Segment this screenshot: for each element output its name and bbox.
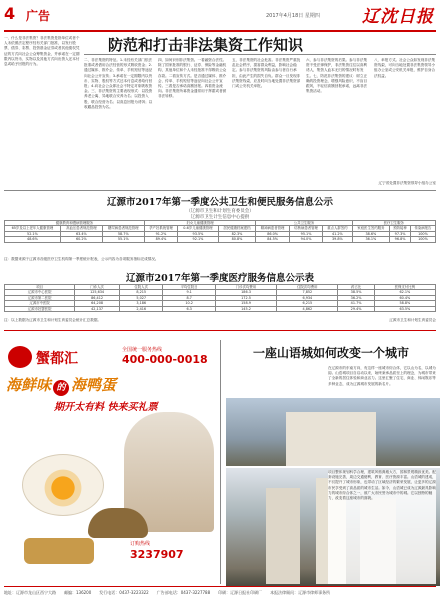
table1-group: 医疗卫生服务 xyxy=(352,221,436,226)
table-cell: 家庭医生签约服务 xyxy=(352,226,390,231)
table-cell: 58.8% xyxy=(374,301,435,306)
table-cell: 辽源市中医院 xyxy=(5,301,75,306)
table-cell: 5,027 xyxy=(119,295,163,300)
table-cell: 0-6岁儿童健康管理 xyxy=(178,226,218,231)
article1-col3: 五、非法集资的社会危害。非法集资严重扰乱社会秩序，损害群众利益，影响社会稳定。参与非法集资的风险由参与者自行承担，由此产生的损失自负。群众一旦发现非法集资线索，应及时向当地处置非法集资部门或公安机关举报。 xyxy=(232,58,301,89)
table-cell: 6.3 xyxy=(163,306,215,311)
table-cell: 58.7% xyxy=(102,231,144,236)
article2-title: 一座山语城如何改变一个城市 xyxy=(252,346,409,360)
table-cell: 60.2% xyxy=(60,237,102,242)
table-cell: 100% xyxy=(410,237,435,242)
table-cell: 158.9 xyxy=(215,301,276,306)
table-cell: 预防接种 xyxy=(390,226,411,231)
table-cell: 重点人群签约 xyxy=(323,226,352,231)
table-cell: 80.8% xyxy=(218,237,256,242)
table-cell: 项目 xyxy=(5,285,75,290)
ad-brand: 蟹都汇 xyxy=(36,351,78,367)
page-header xyxy=(4,4,436,32)
table-cell: 48.6% xyxy=(5,237,61,242)
table-cell: 36.2% xyxy=(338,295,374,300)
table-cell: 4,862 xyxy=(277,306,338,311)
table-cell: 41.2% xyxy=(323,231,352,236)
table-cell: 63.5% xyxy=(374,306,435,311)
table-cell: 62.1% xyxy=(374,290,435,295)
table-cell: 65岁及以上老年人健康管理 xyxy=(5,226,61,231)
article1-rule xyxy=(84,54,436,55)
column-divider xyxy=(220,340,221,584)
ad-hotline: 3237907 xyxy=(130,548,184,561)
table-cell: 82.3% xyxy=(218,231,256,236)
table-cell: 29.4% xyxy=(338,306,374,311)
table-cell: 门诊人次 xyxy=(75,285,120,290)
table-cell: 住院次均费用 xyxy=(277,285,338,290)
ad-phone-number: 400-000-0018 xyxy=(122,353,208,366)
table-cell: 52.1% xyxy=(5,231,61,236)
table-cell: 64,208 xyxy=(75,301,120,306)
table1-note: 注：数据来源于辽源市各级医疗卫生机构第一季度统计报表，公示内容为各项服务指标完成情况。 xyxy=(4,257,159,261)
ad-divider xyxy=(4,330,436,331)
section-name: 广告 xyxy=(26,9,51,23)
table-cell: 8.7 xyxy=(163,295,215,300)
table-cell: 药占比 xyxy=(338,285,374,290)
table-cell: 结核病患者管理 xyxy=(289,226,322,231)
table-cell: 9.1 xyxy=(163,290,215,295)
building-facade xyxy=(286,412,376,466)
table-cell: 38.6% xyxy=(352,231,390,236)
table-row xyxy=(5,237,436,242)
mooncake-icon xyxy=(24,538,94,564)
table-cell: 6,215 xyxy=(277,301,338,306)
table-cell: 孕产妇系统管理 xyxy=(144,226,177,231)
table-cell: 6,934 xyxy=(277,295,338,300)
article2-body1: 在辽源市的东南方向，有这样一座城市综合体，它以山为名，以城为韵。山语城项目自启动以来，始终秉承品质至上的理念，为城市带来了全新的居住体验和商业活力。这里汇聚了住宅、商业、休闲娱乐等多种业态，成为辽源城市发展的新名片。 xyxy=(328,366,436,386)
table-cell: 186.3 xyxy=(215,290,276,295)
table1-group: 公共卫生服务 xyxy=(256,221,352,226)
article1-col4: 六、参与非法集资的后果。参与非法集资不受法律保护，非法集资往往以高利诱人，集资人血本无归的情况时有发生。七、防范非法集资的建议：树立正确的投资理念，增强风险意识，不盲目跟风，不轻信高额回报承诺，远离非法集资活动。 xyxy=(306,58,368,94)
table1-org: 辽源市卫生计生信息中心提供 xyxy=(190,215,250,220)
table1-title: 辽源市2017年第一季度公共卫生和便民服务信息公示 xyxy=(107,197,333,208)
table-cell: 门诊次均费用 xyxy=(215,285,276,290)
crab-logo-icon xyxy=(8,346,32,368)
table2-signature: 辽源市卫生和计划生育委员会 xyxy=(389,318,436,322)
table-cell: 93.5% xyxy=(178,231,218,236)
article1-col2: 四、如何识别非法集资。一看融资合法性。除了国家批准的银行、证券、保险等金融机构，其他单位和个人未经批准不得吸收公众存款。二看宣传方式。是否通过媒体、推介会、传单、手机短信等途径向社会公开宣传。三看是否承诺高额回报。四看资金流向。非法集资所募资金通常用于挥霍或者被非法转移。 xyxy=(158,58,227,99)
table-cell: 97.3% xyxy=(390,231,411,236)
table-cell: 60.4% xyxy=(374,295,435,300)
table1 xyxy=(4,220,436,243)
article1-intro: 一、什么是非法集资？非法集资是指单位或者个人未依照法定程序经有关部门批准，以发行股票、债券、彩票、投资基金证券或者其他债权凭证的方式向社会公众筹集资金，并承诺在一定期限内以货币、实物以及其他方式向出资人还本付息或给予回报的行为。 xyxy=(4,36,80,67)
table-cell: 10.2 xyxy=(163,301,215,306)
article1-col5: 八、举报方式。社会公众如发现非法集资线索，可向当地处置非法集资领导小组办公室或公安机关举报，维护自身合法权益。 xyxy=(374,58,436,78)
issue-date: 2017年4月18日 星期四 xyxy=(266,13,320,19)
table2 xyxy=(4,284,436,312)
ad-hotline-label: 订购热线 xyxy=(130,541,151,547)
table2-note: 注：以上数据为辽源市卫生和计划生育委员会统计汇总数据。 xyxy=(4,318,102,322)
table1-group: 健康教育和慢病管理服务 xyxy=(5,221,145,226)
table-cell: 100% xyxy=(410,231,435,236)
table-cell: 医保支付比例 xyxy=(374,285,435,290)
table-cell: 91.2% xyxy=(144,231,177,236)
table-cell: 住院人次 xyxy=(119,285,163,290)
table-cell: 8,215 xyxy=(119,290,163,295)
ad-subslogan: 期开太有料 快来买礼票 xyxy=(54,402,158,413)
table-cell: 84.5% xyxy=(256,237,289,242)
table-cell: 92.1% xyxy=(178,237,218,242)
seafood-advertisement[interactable] xyxy=(4,342,214,582)
building-photo xyxy=(226,398,440,466)
salted-egg-icon xyxy=(22,454,104,516)
table-cell: 精神病患者管理 xyxy=(256,226,289,231)
section-divider xyxy=(4,190,436,191)
table-cell: 96.8% xyxy=(390,237,411,242)
table-cell: 41.7% xyxy=(338,301,374,306)
article1-col1: 二、非法集资的特征。1.未经有关部门依法批准或者借用合法经营的形式吸收资金；2.通过媒体、推介会、传单、手机短信等途径向社会公开宣传；3.承诺在一定期限内以货币、实物、股权等方式还本付息或者给付回报；4.向社会公众即社会不特定对象吸收资金。三、非法集资的主要表现形式：以投资养老公寓、异地联合安养为名；以投资入股、联合经营为名；以高息回报为诱饵；以收藏品投资为名。 xyxy=(84,58,153,109)
table-cell: 86,412 xyxy=(75,295,120,300)
table-cell: 3,186 xyxy=(119,301,163,306)
ad-phone-label: 全国统一服务热线 xyxy=(122,347,163,353)
table1-subtitle: （辽源市卫生和计划生育委员会） xyxy=(186,209,254,214)
table-cell: 辽源市中心医院 xyxy=(5,290,75,295)
ad-slogan: 海鲜味 的 海鸭蛋 xyxy=(6,376,117,394)
table-cell: 居民健康档案建档 xyxy=(218,226,256,231)
table-cell: 172.5 xyxy=(215,295,276,300)
article1-signature: 辽宁省处置非法集资领导小组办公室 xyxy=(378,181,436,185)
article1-title: 防范和打击非法集资工作知识 xyxy=(108,36,304,54)
table-row xyxy=(5,306,436,311)
table-cell: 145.2 xyxy=(215,306,276,311)
table-cell: 7,852 xyxy=(277,290,338,295)
tower-left xyxy=(266,488,300,584)
duck-icon xyxy=(88,508,148,538)
table-cell: 高血压患者规范管理 xyxy=(60,226,102,231)
page-number: 4 xyxy=(4,4,16,23)
table-cell: 传染病报告 xyxy=(410,226,435,231)
table2-title: 辽源市2017年第一季度医疗服务信息公示表 xyxy=(126,273,314,284)
table1-group: 妇女儿童健康管理 xyxy=(144,221,256,226)
table-cell: 36.1% xyxy=(352,237,390,242)
table-cell: 95.1% xyxy=(289,231,322,236)
table-cell: 2,416 xyxy=(119,306,163,311)
table-cell: 39.8% xyxy=(323,237,352,242)
page-footer: 地址：辽源市龙山区西宁大路 邮编：136200 发行电话：0437-3223322 广告部电话：0437-3227788 印刷：辽源日报社印刷厂 本报法律顾问：辽源市律师事务所 xyxy=(4,586,436,598)
table-cell: 86.0% xyxy=(256,231,289,236)
table-cell: 89.4% xyxy=(144,237,177,242)
table-cell: 辽源市第二医院 xyxy=(5,295,75,300)
table-cell: 42,137 xyxy=(75,306,120,311)
table-cell: 94.0% xyxy=(289,237,322,242)
table-cell: 平均住院日 xyxy=(163,285,215,290)
table-cell: 55.1% xyxy=(102,237,144,242)
newspaper-logo: 辽沈日报 xyxy=(362,7,434,27)
table-cell: 38.5% xyxy=(338,290,374,295)
table-cell: 63.4% xyxy=(60,231,102,236)
article2-body2: 项目整体规划科学合理，建筑风格典雅大方，园林景观精致优美。配套设施完善，周边交通便利，教育、医疗资源丰富。山语城的建成，不仅提升了城市形象，也带动了区域经济的繁荣发展，让更多的辽源市民享受到了高品质的城市生活。如今，山语城已成为辽源最具影响力的城市综合体之一，被广大市民誉为城市中的城。它以独特的魅力，改变着这座城市的面貌。 xyxy=(328,470,436,584)
table-cell: 125,634 xyxy=(75,290,120,295)
table-cell: 辽源市妇婴医院 xyxy=(5,306,75,311)
table-cell: 糖尿病患者规范管理 xyxy=(102,226,144,231)
